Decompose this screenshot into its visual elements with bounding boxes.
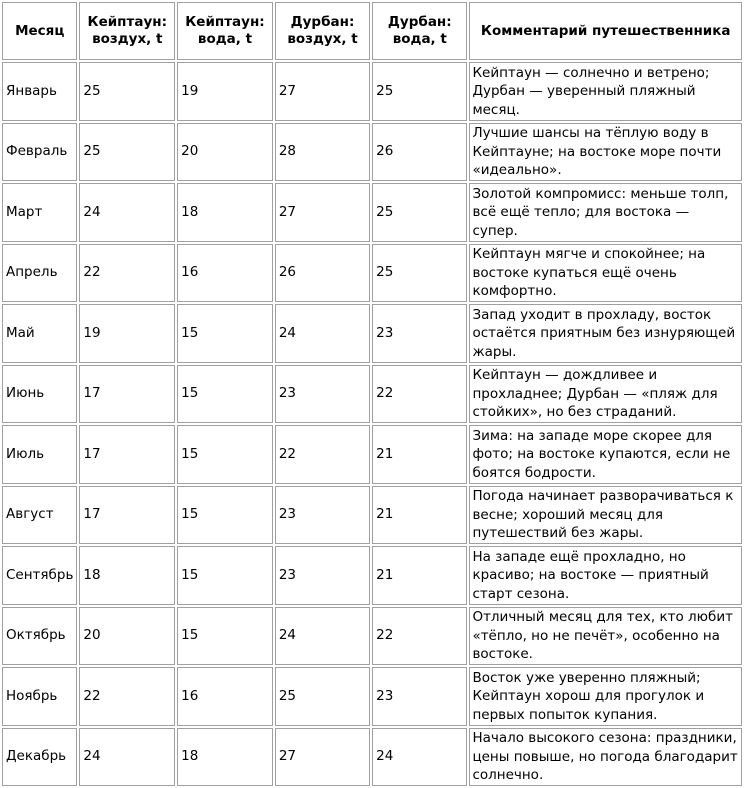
- cell-month: Июль: [2, 425, 77, 484]
- cell-durban-air: 25: [275, 667, 370, 726]
- cell-month: Декабрь: [2, 728, 77, 787]
- cell-comment: Кейптаун мягче и спокойнее; на востоке купаться ещё очень комфортно.: [469, 244, 742, 303]
- cell-durban-air: 22: [275, 425, 370, 484]
- cell-month: Апрель: [2, 244, 77, 303]
- header-durban-water: Дурбан: вода, t: [372, 2, 467, 60]
- cell-month: Март: [2, 183, 77, 242]
- cell-capetown-air: 18: [79, 546, 175, 605]
- table-row: [2, 62, 742, 121]
- table-row: [2, 667, 742, 726]
- table-row: [2, 425, 742, 484]
- cell-durban-water: 21: [372, 425, 467, 484]
- cell-durban-air: 27: [275, 183, 370, 242]
- cell-durban-air: 27: [275, 728, 370, 787]
- cell-capetown-water: 18: [177, 183, 273, 242]
- cell-durban-air: 23: [275, 546, 370, 605]
- cell-durban-air: 24: [275, 304, 370, 363]
- cell-comment: На западе ещё прохладно, но красиво; на востоке — приятный старт сезона.: [469, 546, 742, 605]
- cell-month: Май: [2, 304, 77, 363]
- cell-month: Август: [2, 486, 77, 545]
- cell-durban-air: 23: [275, 486, 370, 545]
- cell-month: Июнь: [2, 365, 77, 424]
- cell-capetown-water: 15: [177, 365, 273, 424]
- header-comment: Комментарий путешественника: [469, 2, 742, 60]
- cell-durban-water: 23: [372, 304, 467, 363]
- header-row: [2, 2, 742, 60]
- cell-durban-water: 25: [372, 183, 467, 242]
- cell-comment: Кейптаун — дождливее и прохладнее; Дурбан — «пляж для стойких», но без страданий.: [469, 365, 742, 424]
- cell-capetown-air: 17: [79, 425, 175, 484]
- cell-durban-water: 24: [372, 728, 467, 787]
- cell-durban-water: 22: [372, 607, 467, 666]
- cell-capetown-water: 19: [177, 62, 273, 121]
- cell-capetown-water: 15: [177, 607, 273, 666]
- cell-capetown-air: 24: [79, 728, 175, 787]
- cell-comment: Отличный месяц для тех, кто любит «тёпло, но не печёт», особенно на востоке.: [469, 607, 742, 666]
- cell-capetown-water: 15: [177, 486, 273, 545]
- cell-durban-water: 25: [372, 244, 467, 303]
- cell-capetown-air: 17: [79, 486, 175, 545]
- table-row: [2, 607, 742, 666]
- header-capetown-air: Кейптаун: воздух, t: [79, 2, 175, 60]
- cell-durban-water: 21: [372, 486, 467, 545]
- cell-comment: Восток уже уверенно пляжный; Кейптаун хорош для прогулок и первых попыток купания.: [469, 667, 742, 726]
- cell-comment: Начало высокого сезона: праздники, цены повыше, но погода благодарит солнечно.: [469, 728, 742, 787]
- table-row: [2, 244, 742, 303]
- cell-capetown-air: 25: [79, 62, 175, 121]
- cell-durban-air: 28: [275, 123, 370, 182]
- table-row: [2, 728, 742, 787]
- cell-capetown-water: 16: [177, 244, 273, 303]
- table-row: [2, 123, 742, 182]
- cell-durban-water: 23: [372, 667, 467, 726]
- cell-capetown-air: 19: [79, 304, 175, 363]
- cell-comment: Золотой компромисс: меньше толп, всё ещё тепло; для востока — супер.: [469, 183, 742, 242]
- cell-capetown-air: 24: [79, 183, 175, 242]
- cell-capetown-air: 22: [79, 244, 175, 303]
- cell-capetown-water: 16: [177, 667, 273, 726]
- table-row: [2, 546, 742, 605]
- table-row: [2, 365, 742, 424]
- cell-durban-air: 27: [275, 62, 370, 121]
- cell-capetown-water: 15: [177, 425, 273, 484]
- cell-month: Ноябрь: [2, 667, 77, 726]
- cell-durban-air: 26: [275, 244, 370, 303]
- cell-month: Февраль: [2, 123, 77, 182]
- header-month: Месяц: [2, 2, 77, 60]
- cell-durban-water: 22: [372, 365, 467, 424]
- cell-capetown-water: 15: [177, 304, 273, 363]
- cell-comment: Зима: на западе море скорее для фото; на востоке купаются, если не боятся бодрости.: [469, 425, 742, 484]
- cell-comment: Лучшие шансы на тёплую воду в Кейптауне; на востоке море почти «идеально».: [469, 123, 742, 182]
- table-row: [2, 486, 742, 545]
- cell-capetown-water: 18: [177, 728, 273, 787]
- table-row: [2, 183, 742, 242]
- cell-comment: Запад уходит в прохладу, восток остаётся приятным без изнуряющей жары.: [469, 304, 742, 363]
- cell-durban-air: 24: [275, 607, 370, 666]
- cell-capetown-air: 17: [79, 365, 175, 424]
- cell-capetown-water: 20: [177, 123, 273, 182]
- cell-comment: Погода начинает разворачиваться к весне; хороший месяц для путешествий без жары.: [469, 486, 742, 545]
- cell-capetown-air: 25: [79, 123, 175, 182]
- cell-capetown-air: 22: [79, 667, 175, 726]
- cell-month: Сентябрь: [2, 546, 77, 605]
- header-capetown-water: Кейптаун: вода, t: [177, 2, 273, 60]
- cell-comment: Кейптаун — солнечно и ветрено; Дурбан — уверенный пляжный месяц.: [469, 62, 742, 121]
- cell-capetown-air: 20: [79, 607, 175, 666]
- cell-durban-water: 26: [372, 123, 467, 182]
- cell-durban-water: 25: [372, 62, 467, 121]
- cell-durban-air: 23: [275, 365, 370, 424]
- cell-month: Октябрь: [2, 607, 77, 666]
- header-durban-air: Дурбан: воздух, t: [275, 2, 370, 60]
- cell-durban-water: 21: [372, 546, 467, 605]
- table-row: [2, 304, 742, 363]
- cell-month: Январь: [2, 62, 77, 121]
- cell-capetown-water: 15: [177, 546, 273, 605]
